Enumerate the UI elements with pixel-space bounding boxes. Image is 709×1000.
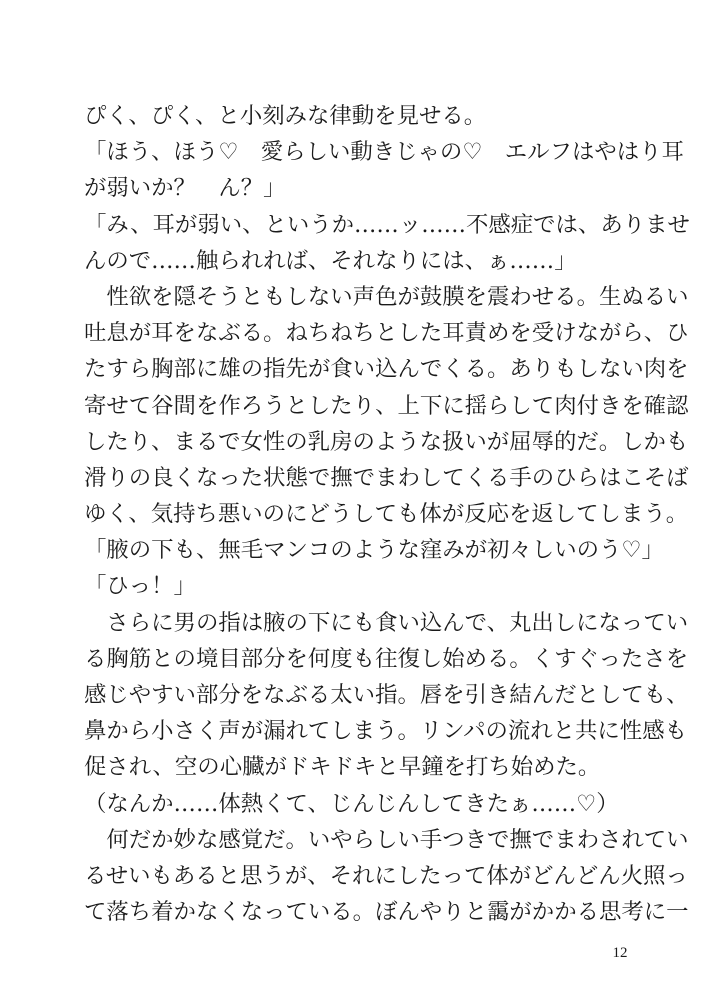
text-line: ゆく、気持ち悪いのにどうしても体が反応を返してしまう。 <box>84 501 689 528</box>
text-line: て落ち着かなくなっている。ぼんやりと靄がかかる思考に一 <box>84 899 689 926</box>
text-line: るせいもあると思うが、それにしたって体がどんどん火照っ <box>84 862 688 889</box>
text-line: 「腋の下も、無毛マンコのような窪みが初々しいのう♡」 <box>84 537 664 564</box>
text-line: 「み、耳が弱い、というか……ッ……不感症では、ありませ <box>84 211 690 238</box>
text-line: さらに男の指は腋の下にも食い込んで、丸出しになってい <box>84 609 689 636</box>
text-line: 「ほう、ほう♡ 愛らしい動きじゃの♡ エルフはやはり耳 <box>84 139 684 166</box>
text-line: 吐息が耳をなぶる。ねちねちとした耳責めを受けながら、ひ <box>84 320 689 347</box>
page-number: 12 <box>612 945 628 961</box>
text-line: 「ひっ！」 <box>84 573 196 600</box>
text-line: 何だか妙な感覚だ。いやらしい手つきで撫でまわされてい <box>84 826 689 853</box>
body-text <box>84 98 690 930</box>
text-line: 促され、空の心臓がドキドキと早鐘を打ち始めた。 <box>84 754 601 781</box>
text-line: 寄せて谷間を作ろうとしたり、上下に揺らして肉付きを確認 <box>84 392 689 419</box>
text-line: 鼻から小さく声が漏れてしまう。リンパの流れと共に性感も <box>84 718 687 745</box>
text-line: 性欲を隠そうともしない声色が鼓膜を震わせる。生ぬるい <box>84 283 689 310</box>
text-line: 感じやすい部分をなぶる太い指。唇を引き結んだとしても、 <box>84 682 689 708</box>
text-line: 滑りの良くなった状態で撫でまわしてくる手のひらはこそば <box>84 464 689 491</box>
text-line: る胸筋との境目部分を何度も往復し始める。くすぐったさを <box>84 645 689 672</box>
text-line: が弱いか？ ん？」 <box>84 175 286 202</box>
text-line: たすら胸部に雄の指先が食い込んでくる。ありもしない肉を <box>84 356 689 383</box>
text-line: ぴく、ぴく、と小刻みな律動を見せる。 <box>84 103 487 129</box>
text-line: んので……触られれば、それなりには、ぁ……」 <box>84 247 577 274</box>
text-line: したり、まるで女性の乳房のような扱いが屈辱的だ。しかも <box>84 428 689 455</box>
text-line: （なんか……体熱くて、じんじんしてきたぁ……♡） <box>84 790 619 817</box>
